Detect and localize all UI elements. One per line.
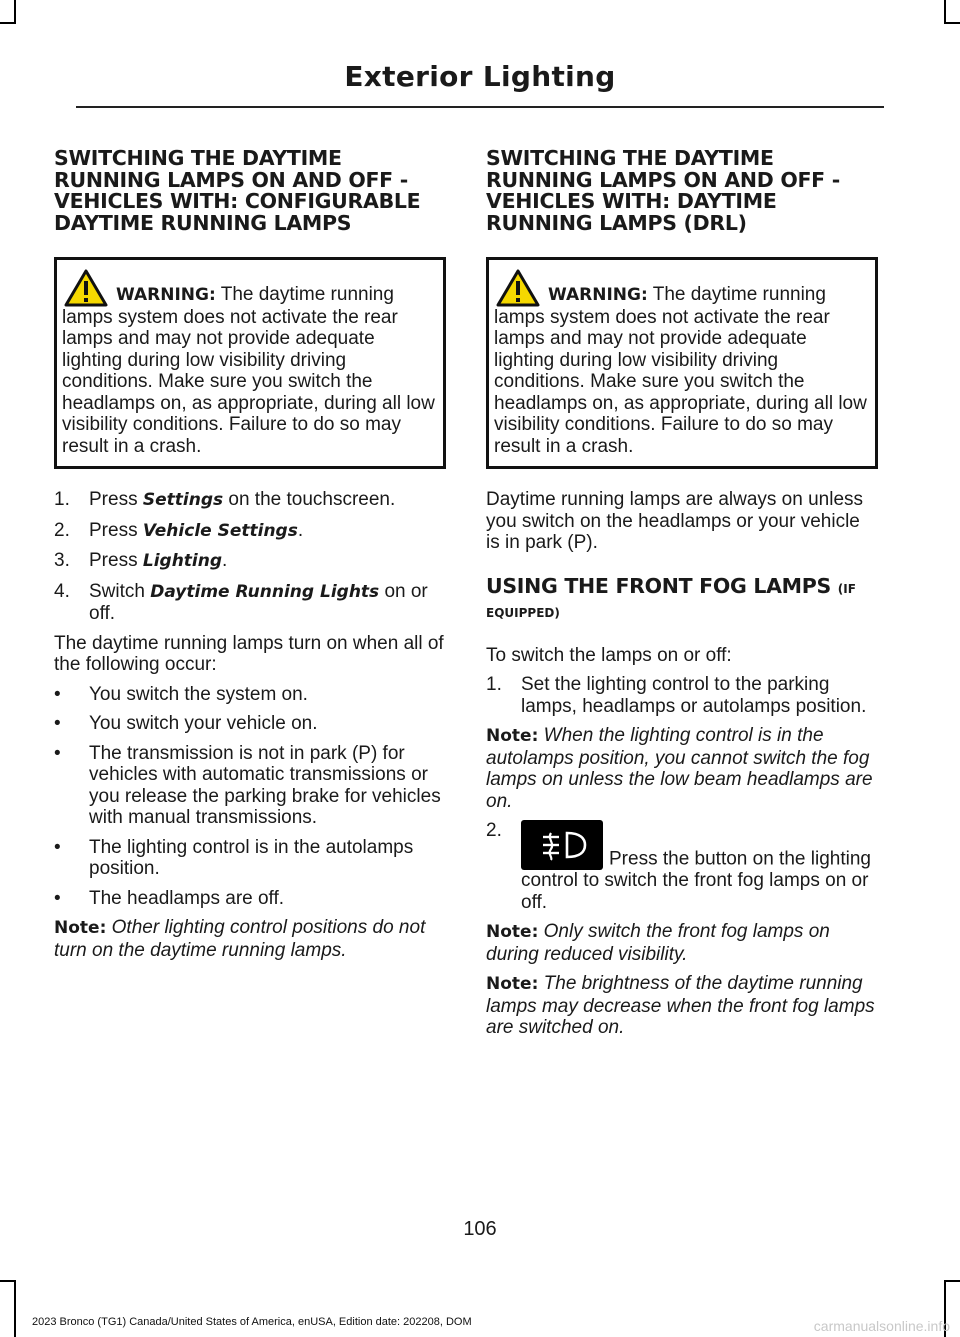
bullet-text: The headlamps are off. <box>89 887 285 909</box>
paragraph: To switch the lamps on or off: <box>486 644 732 666</box>
step-text: on or off. <box>89 580 428 624</box>
bullet: • <box>54 836 61 858</box>
page-number: 106 <box>463 1218 497 1240</box>
step-number: 2. <box>54 519 70 541</box>
step-text: on the touchscreen. <box>223 489 396 510</box>
menu-path: Daytime Running Lights <box>150 581 380 602</box>
bullet: • <box>54 742 61 764</box>
note <box>486 725 878 812</box>
step-text: Press <box>89 550 143 571</box>
step-text: . <box>297 519 304 541</box>
warning-text: The daytime running lamps system does not activate the rear lamps and may not provide adequate lighting during low visibility driving conditions. Make sure you switch the headlamps on, as appropriate, during all low visibility conditions. Failure to do so may result in a crash. <box>62 284 435 457</box>
note-text: Other lighting control positions do not turn on the daytime running lamps. <box>54 917 426 961</box>
menu-path: Vehicle Settings <box>142 520 298 541</box>
list-item <box>54 684 446 706</box>
note-label: Note: <box>486 974 539 994</box>
crop-mark <box>0 22 16 24</box>
bullet: • <box>54 683 61 705</box>
fog-heading: USING THE FRONT FOG LAMPS <box>486 573 831 598</box>
crop-mark <box>944 1280 960 1282</box>
list-item <box>486 820 878 913</box>
bullet: • <box>54 887 61 909</box>
bullet-text: You switch your vehicle on. <box>89 713 318 734</box>
step-text: Set the lighting control to the parking lamps, headlamps or autolamps position. <box>521 674 867 717</box>
step-number: 3. <box>54 550 70 571</box>
left-column <box>54 148 446 969</box>
bullet-text: The transmission is not in park (P) for vehicles with automatic transmissions or you release the parking brake for vehicles with manual transmissions. <box>89 742 441 828</box>
step-number: 4. <box>54 580 70 602</box>
note-text: When the lighting control is in the autolamps position, you cannot switch the fog lamps on unless the low beam headlamps are on. <box>486 725 873 812</box>
warning-label: WARNING: <box>548 285 648 305</box>
warning-text: The daytime running lamps system does not activate the rear lamps and may not provide adequate lighting during low visibility driving conditions. Make sure you switch the headlamps on, as appropriate, during all low visibility conditions. Failure to do so may result in a crash. <box>494 284 867 457</box>
menu-path: Settings <box>142 490 224 510</box>
right-column <box>486 148 878 1047</box>
note-label: Note: <box>54 918 107 938</box>
note <box>486 973 878 1039</box>
step-text: Press <box>89 519 143 541</box>
menu-path: Lighting <box>142 551 223 571</box>
step-text: Switch <box>89 580 151 602</box>
paragraph: Daytime running lamps are always on unless you switch on the headlamps or your vehicle is in park (P). <box>486 489 864 553</box>
list-item <box>54 888 446 910</box>
step-number: 1. <box>486 674 502 695</box>
list-item <box>54 489 446 512</box>
paragraph: The daytime running lamps turn on when all of the following occur: <box>54 632 444 675</box>
crop-mark <box>14 1280 16 1337</box>
front-fog-lamp-icon <box>521 820 603 870</box>
header-divider <box>76 106 884 108</box>
note-label: Note: <box>486 726 539 746</box>
bullet-text: The lighting control is in the autolamps position. <box>89 836 414 879</box>
warning-box <box>486 257 878 469</box>
warning-label: WARNING: <box>116 285 216 305</box>
warning-triangle-icon <box>496 269 540 307</box>
note <box>486 921 878 965</box>
list-item <box>54 550 446 573</box>
fog-heading-qualifier: (IF EQUIPPED) <box>486 581 856 620</box>
warning-box <box>54 257 446 469</box>
section-heading <box>486 573 878 625</box>
crop-mark <box>944 22 960 24</box>
list-item <box>54 581 446 625</box>
bullet-text: You switch the system on. <box>89 683 308 705</box>
section-heading: SWITCHING THE DAYTIME RUNNING LAMPS ON AND OFF - VEHICLES WITH: CONFIGURABLE DAYTIME RUNNING LAMPS <box>54 146 421 235</box>
crop-mark <box>944 0 946 22</box>
step-text: Press the button on the lighting control to switch the front fog lamps on or off. <box>521 848 871 913</box>
note-label: Note: <box>486 922 539 942</box>
list-item <box>54 837 446 880</box>
crop-mark <box>0 1280 16 1282</box>
crop-mark <box>14 0 16 22</box>
footer-edition: 2023 Bronco (TG1) Canada/United States of America, enUSA, Edition date: 202208, DOM <box>32 1316 472 1328</box>
step-text: Press <box>89 489 143 510</box>
page-title: Exterior Lighting <box>344 60 616 93</box>
bullet: • <box>54 713 61 734</box>
section-heading: SWITCHING THE DAYTIME RUNNING LAMPS ON AND OFF - VEHICLES WITH: DAYTIME RUNNING LAMPS (DRL) <box>486 146 840 235</box>
step-text: . <box>222 550 228 571</box>
list-item <box>486 674 878 717</box>
note-text: The brightness of the daytime running lamps may decrease when the front fog lamps are switched on. <box>486 973 875 1038</box>
list-item <box>54 743 446 829</box>
watermark: carmanualsonline.info <box>813 1318 950 1334</box>
list-item <box>54 520 446 543</box>
step-number: 2. <box>486 820 502 841</box>
note-text: Only switch the front fog lamps on during reduced visibility. <box>486 921 830 965</box>
list-item <box>54 713 446 735</box>
note <box>54 917 446 961</box>
warning-triangle-icon <box>64 269 108 307</box>
step-number: 1. <box>54 489 70 510</box>
